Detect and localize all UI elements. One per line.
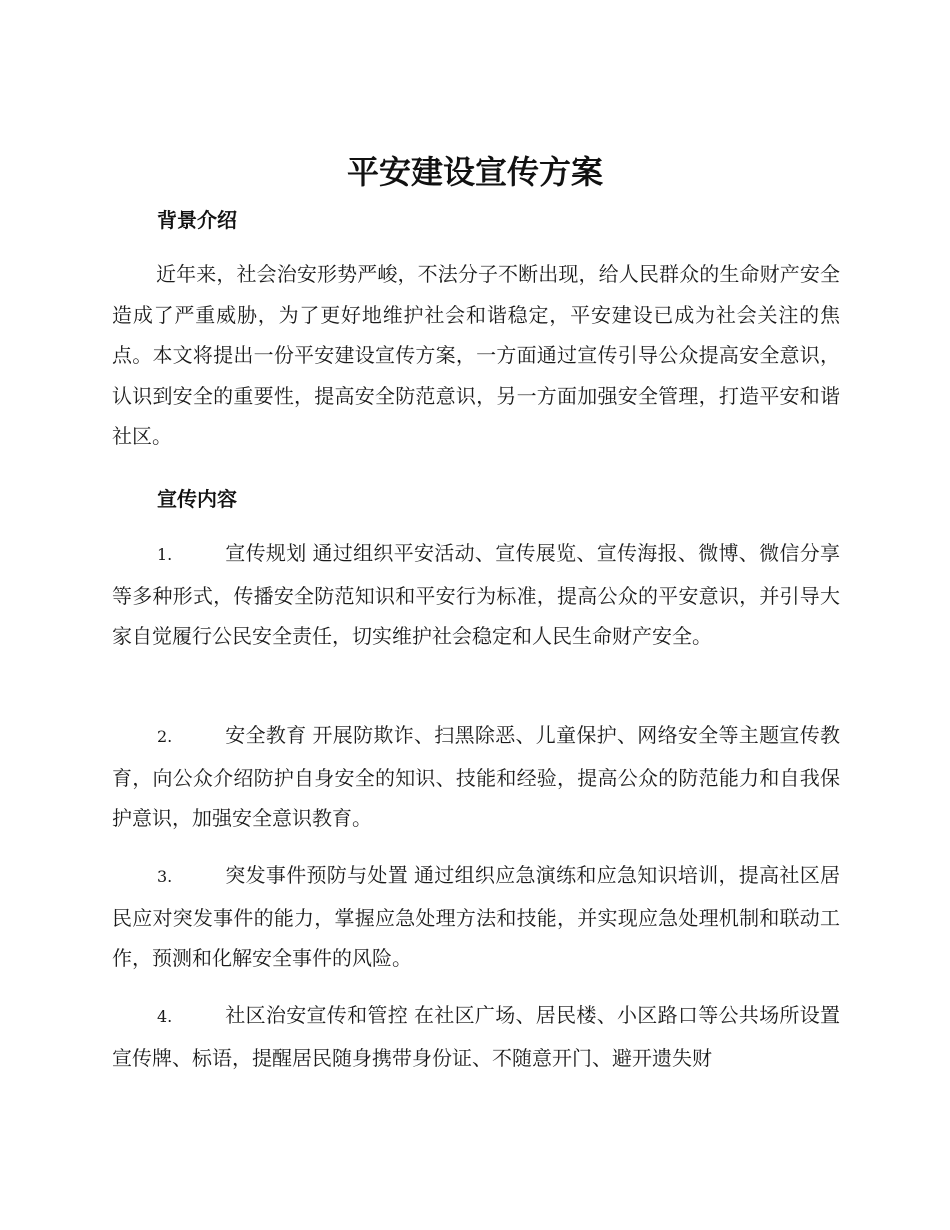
list-item-body: 开展防欺诈、扫黑除恶、儿童保护、网络安全等主题宣传教育，向公众介绍防护自身安全的知识、技能和经验，提高公众的防范能力和自我保护意识，加强安全意识教育。: [112, 723, 840, 830]
document-title: 平安建设宣传方案: [346, 153, 603, 191]
list-item-title: 宣传规划: [225, 541, 307, 565]
list-item-number: 2.: [157, 727, 173, 746]
list-item: [112, 995, 840, 1078]
list-item-body: 通过组织应急演练和应急知识培训，提高社区居民应对突发事件的能力，掌握应急处理方法和技能，并实现应急处理机制和联动工作，预测和化解安全事件的风险。: [112, 863, 840, 970]
list-item-body: 在社区广场、居民楼、小区路口等公共场所设置宣传牌、标语，提醒居民随身携带身份证、不随意开门、避开遗失财: [112, 1003, 840, 1070]
list-item-number: 4.: [157, 1007, 173, 1026]
list-item-number: 3.: [157, 867, 173, 886]
list-item-title: 社区治安宣传和管控: [225, 1003, 408, 1027]
section-heading-content: 宣传内容: [157, 487, 237, 511]
background-paragraph: 近年来，社会治安形势严峻，不法分子不断出现，给人民群众的生命财产安全造成了严重威胁，为了更好地维护社会和谐稳定，平安建设已成为社会关注的焦点。本文将提出一份平安建设宣传方案，一方面通过宣传引导公众提高安全意识，认识到安全的重要性，提高安全防范意识，另一方面加强安全管理，打造平安和谐社区。: [112, 262, 840, 448]
list-item: [112, 715, 840, 839]
list-item-title: 安全教育: [225, 723, 307, 747]
section-heading-background: 背景介绍: [157, 208, 237, 232]
list-item: [112, 533, 840, 657]
list-item-body: 通过组织平安活动、宣传展览、宣传海报、微博、微信分享等多种形式，传播安全防范知识和平安行为标准，提高公众的平安意识，并引导大家自觉履行公民安全责任，切实维护社会稳定和人民生命财产安全。: [112, 541, 840, 648]
list-item: [112, 855, 840, 979]
list-item-title: 突发事件预防与处置: [225, 863, 408, 887]
list-item-number: 1.: [157, 545, 173, 564]
